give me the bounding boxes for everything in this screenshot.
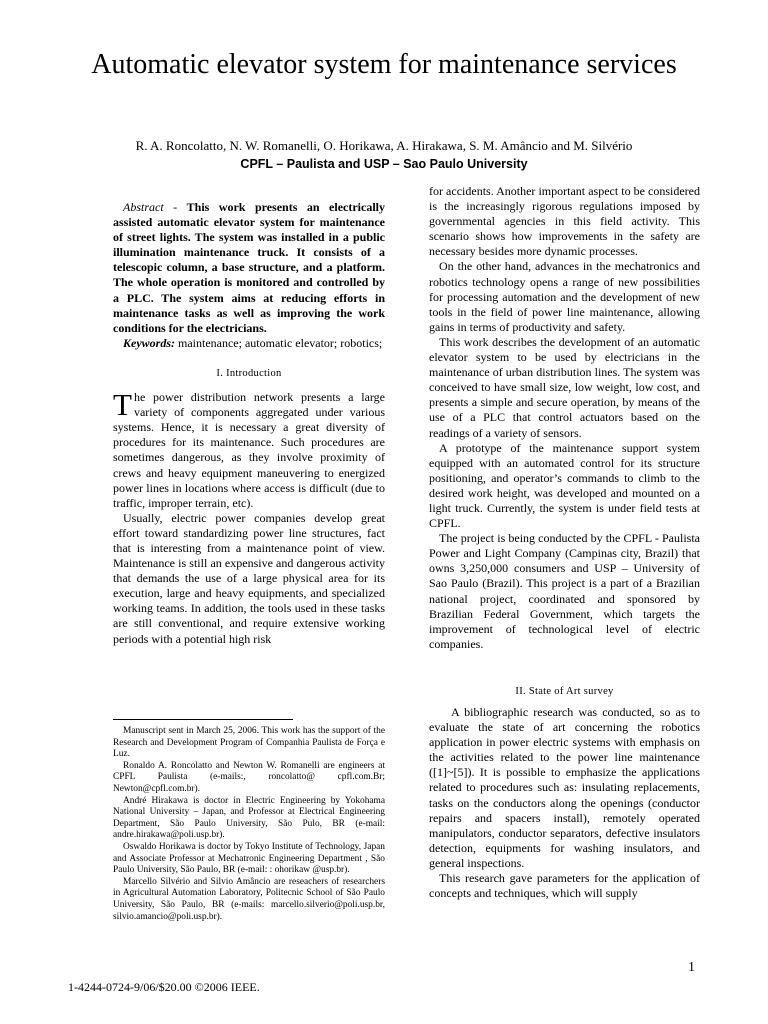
footnote: André Hirakawa is doctor in Electric Engineering by Yokohama National University – Japan, and Professor at Electrical Engineering Department, São Paulo University, São Pulo, BR (e-mail: andre.hirakawa@poli.usp.br). [113,795,385,841]
sota-paragraph-2: This research gave parameters for the application of concepts and techniques, which will supply [429,871,700,901]
right-column [429,184,700,901]
section-heading-introduction: I. Introduction [216,367,282,379]
footnote: Oswaldo Horikawa is doctor by Tokyo Institute of Technology, Japan and Associate Professor at Mechatronic Engineering Department , São Paulo University, São Paulo, BR (e-mail: : ohorikaw @usp.br). [113,841,385,876]
affiliation: CPFL – Paulista and USP – Sao Paulo University [240,157,528,171]
footnote: Manuscript sent in March 25, 2006. This work has the support of the Research and Development Program of Companhia Paulista de Força e Luz. [113,726,385,760]
abstract-label: Abstract - [123,200,178,214]
section-heading-state-of-art: II. State of Art survey [515,685,614,697]
intro-paragraph-1-text: he power distribution network presents a large variety of components aggregated under various systems. Hence, it is necessary a great diversity of procedures for its maintenance. Such procedures are sometimes dangerous, as they involve proximity of crews and heavy equipment maneuvering to energized power lines in locations where access is difficult (due to traffic, improper terrain, etc). [113,390,385,510]
footnote: Ronaldo A. Roncolatto and Newton W. Romanelli are engineers at CPFL Paulista (e-mails:, roncolatto@ cpfl.com.Br; Newton@cpfl.com.br). [113,760,385,794]
abstract [113,200,385,336]
intro-paragraph-1 [113,387,385,511]
footnote: Marcello Silvério and Silvio Amâncio are reseachers of researchers in Agricultural Automation Laboratory, Politecnic School of São Paulo University, São Paulo, BR (e-mails: marcello.silverio@poli.usp.br, silvio.amancio@poli.usp.br). [113,876,385,922]
copyright-notice: 1-4244-0724-9/06/$20.00 ©2006 IEEE. [68,980,260,994]
left-column [113,200,385,647]
author-list: R. A. Roncolatto, N. W. Romanelli, O. Horikawa, A. Hirakawa, S. M. Amâncio and M. Silvério [135,138,633,153]
paper-title: Automatic elevator system for maintenance services [91,49,677,80]
footnote-divider [113,719,293,720]
page-number: 1 [688,960,695,975]
keywords-label: Keywords: [123,335,175,350]
drop-cap: T [113,387,132,423]
right-paragraph-2: On the other hand, advances in the mechatronics and robotics technology opens a range of new possibilities for processing automation and the development of new tools in the field of power line maintenance, allowing gains in terms of productivity and safety. [429,259,700,334]
right-paragraph-3: This work describes the development of an automatic elevator system to be used by electricians in the maintenance of urban distribution lines. The system was conceived to have small size, low weight, low cost, and presents a simple and secure operation, by means of the use of a PLC that control actuators based on the readings of a variety of sensors. [429,334,700,440]
sota-paragraph-1: A bibliographic research was conducted, so as to evaluate the state of art concerning the robotics application in power electric systems with emphasis on the activities related to the power line maintenance ([1]~[5]). It is possible to emphasize the applications related to procedures such as: insulating replacements, tasks on the conductors along the openings (conductor repairs and spacers install), remotely operated manipulators, conductor separators, defective insulators detection, equipments for washing insulators, and general inspections. [429,705,700,870]
right-paragraph-4: A prototype of the maintenance support system equipped with an automated control for its structure positioning, and operator’s commands to climb to the desired work height, was developed and mounted on a light truck. Currently, the system is under field tests at CPFL. [429,440,700,531]
keywords [113,336,385,351]
footnotes [113,726,385,923]
abstract-text: This work presents an electrically assisted automatic elevator system for maintenance of street lights. The system was installed in a public illumination maintenance truck. It consists of a telescopic column, a base structure, and a platform. The whole operation is monitored and controlled by a PLC. The system aims at reducing efforts in maintenance tasks as well as improving the work conditions for the electricians. [113,200,385,335]
intro-paragraph-2: Usually, electric power companies develop great effort toward standardizing power line structures, fact that is interesting from a maintenance point of view. Maintenance is still an expensive and dangerous activity that demands the use of a large physical area for its execution, large and heavy equipments, and specialized working teams. In addition, the tools used in these tasks are still conventional, and require extensive working periods with a potential high risk [113,510,385,646]
right-paragraph-1: for accidents. Another important aspect to be considered is the increasingly rigorous regulations imposed by governmental agencies in this field activity. This scenario shows how improvements in the safety are necessary besides more dynamic processes. [429,184,700,259]
right-paragraph-5: The project is being conducted by the CPFL - Paulista Power and Light Company (Campinas city, Brazil) that owns 3,250,000 consumers and USP – University of Sao Paulo (Brazil). This project is a part of a Brazilian national project, coordinated and sponsored by Brazilian Federal Government, which targets the improvement of technological level of electric companies. [429,531,700,651]
keywords-text: maintenance; automatic elevator; robotics; [178,335,383,350]
